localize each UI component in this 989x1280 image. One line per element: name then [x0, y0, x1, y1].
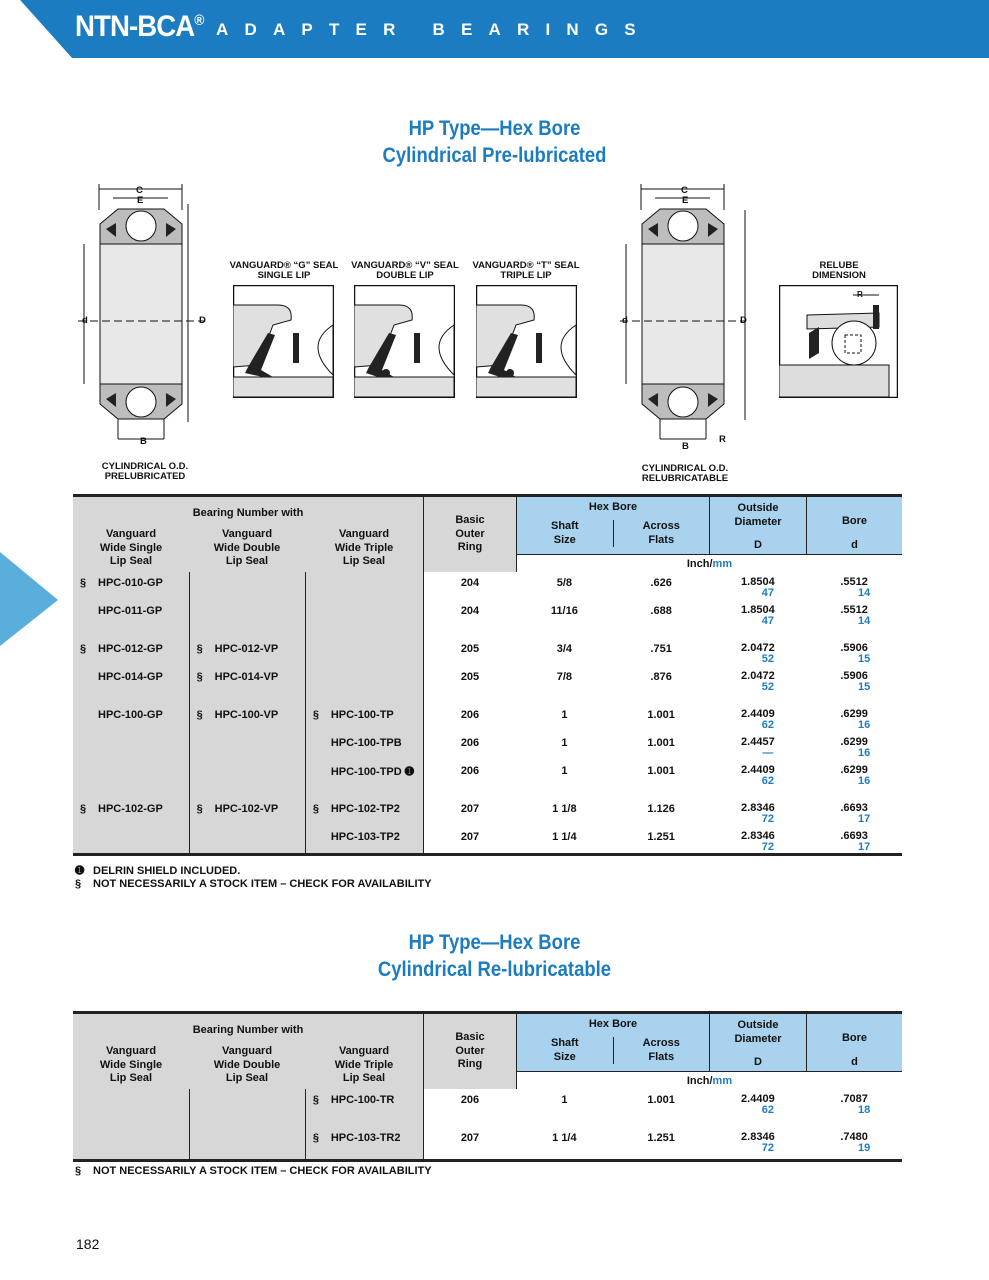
outer-ring: 205	[460, 643, 480, 655]
t-seal-detail	[476, 285, 577, 398]
outside-diameter-inch: 2.0472	[741, 670, 775, 682]
bearing-number-single: HPC-010-GP	[98, 577, 163, 589]
shaft-size: 1 1/8	[552, 803, 577, 815]
table-row	[73, 666, 902, 704]
table-prelubricated	[73, 494, 902, 856]
outside-diameter-inch: 1.8504	[741, 604, 775, 616]
table-row	[73, 798, 902, 826]
bearing-number-double-stock-symbol: §	[196, 643, 203, 655]
bearing-number-triple: HPC-100-TP	[330, 709, 394, 721]
bearing-number-double-stock-symbol: §	[196, 709, 203, 721]
v-seal-caption: VANGUARD® “V” SEAL DOUBLE LIP	[351, 260, 459, 281]
header-banner	[0, 0, 989, 58]
across-flats: .876	[650, 671, 672, 683]
dim-e-label: E	[137, 195, 144, 206]
outer-ring: 206	[460, 737, 480, 749]
dim-b-label-2: B	[682, 441, 689, 452]
outer-ring: 204	[460, 577, 480, 589]
bore-inch: .6299	[840, 708, 868, 720]
bearing-number-triple-stock-symbol: §	[312, 1132, 319, 1144]
across-flats: 1.251	[647, 1132, 675, 1144]
bore-inch: .7087	[840, 1093, 868, 1105]
outer-ring: 206	[460, 765, 480, 777]
bore-mm: 14	[858, 615, 871, 627]
dim-c-label: C	[136, 185, 143, 196]
outside-diameter-inch: 2.0472	[741, 642, 775, 654]
bearing-number-double: HPC-014-VP	[214, 671, 279, 683]
t-seal-caption: VANGUARD® “T” SEAL TRIPLE LIP	[472, 260, 580, 281]
bearing-number-single: HPC-100-GP	[98, 709, 163, 721]
outer-ring: 207	[460, 803, 480, 815]
table-row	[73, 826, 902, 855]
dim-d-small-label-2: d	[622, 315, 628, 326]
table-row	[73, 1089, 902, 1127]
bore-inch: .6693	[840, 802, 868, 814]
bearing-number-double-stock-symbol: §	[196, 803, 203, 815]
bearing-diagram-relubricatable	[620, 184, 760, 446]
outer-ring: 206	[460, 1094, 480, 1106]
bearing-number-triple: HPC-103-TR2	[330, 1132, 401, 1144]
side-tab-arrow	[0, 552, 60, 648]
dim-e-label-2: E	[682, 195, 689, 206]
outer-ring: 206	[460, 709, 480, 721]
table-row	[73, 600, 902, 638]
brand-name: NTN-BCA®	[75, 10, 204, 43]
across-flats: 1.126	[647, 803, 675, 815]
bore-inch: .6693	[840, 830, 868, 842]
header-dimensions: Hex Bore Shaft Size Across Flats Outside Diameter D Bore d Inch/mm	[516, 496, 902, 573]
header-basic-outer-ring: Basic Outer Ring	[424, 496, 517, 573]
across-flats: 1.001	[647, 737, 675, 749]
relube-detail	[779, 285, 898, 398]
relube-r-label: R	[857, 290, 863, 299]
shaft-size: 7/8	[556, 671, 573, 683]
table-row	[73, 638, 902, 666]
outer-ring: 205	[460, 671, 480, 683]
outside-diameter-mm: 72	[761, 1142, 774, 1154]
shaft-size: 1	[561, 709, 568, 721]
outside-diameter-mm: —	[762, 747, 774, 759]
across-flats: 1.001	[647, 1094, 675, 1106]
right-caption: CYLINDRICAL O.D. RELUBRICATABLE	[641, 463, 729, 484]
shaft-size: 3/4	[556, 643, 573, 655]
shaft-size: 1	[561, 737, 568, 749]
bearing-number-single: HPC-014-GP	[98, 671, 163, 683]
outside-diameter-mm: 62	[761, 1104, 774, 1116]
bearing-number-single-stock-symbol: §	[80, 803, 87, 815]
bore-mm: 14	[858, 587, 871, 599]
outside-diameter-inch: 2.8346	[741, 1131, 775, 1143]
bore-mm: 15	[858, 681, 871, 693]
across-flats: 1.001	[647, 765, 675, 777]
outside-diameter-inch: 2.4409	[741, 708, 775, 720]
bore-mm: 15	[858, 653, 871, 665]
outer-ring: 207	[460, 1132, 480, 1144]
bearing-number-single: HPC-012-GP	[98, 643, 163, 655]
bore-inch: .5906	[840, 642, 868, 654]
bearing-number-triple: HPC-103-TP2	[330, 831, 400, 843]
table-relubricatable	[73, 1011, 902, 1162]
v-seal-detail	[354, 285, 455, 398]
dim-d-big-label-2: D	[740, 315, 747, 326]
outside-diameter-mm: 47	[761, 587, 774, 599]
outside-diameter-mm: 52	[761, 681, 774, 693]
bore-mm: 16	[858, 775, 871, 787]
shaft-size: 1	[561, 765, 568, 777]
bearing-number-single: HPC-011-GP	[98, 605, 163, 617]
bearing-number-triple-stock-symbol: §	[312, 1094, 319, 1106]
outside-diameter-inch: 2.8346	[741, 802, 775, 814]
outside-diameter-mm: 52	[761, 653, 774, 665]
section2-title: HP Type—Hex Bore Cylindrical Re-lubricatable	[377, 931, 612, 981]
dim-d-small-label: d	[82, 315, 88, 326]
table-row	[73, 704, 902, 732]
bearing-number-triple: HPC-100-TPB	[330, 737, 402, 749]
shaft-size: 5/8	[556, 577, 573, 589]
outside-diameter-inch: 2.4409	[741, 764, 775, 776]
left-caption: CYLINDRICAL O.D. PRELUBRICATED	[101, 461, 189, 482]
bore-mm: 18	[858, 1104, 871, 1116]
bearing-number-double: HPC-102-VP	[214, 803, 279, 815]
bearing-number-triple: HPC-102-TP2	[330, 803, 400, 815]
header-basic-outer-ring-2: Basic Outer Ring	[424, 1013, 517, 1090]
bearing-number-single: HPC-102-GP	[98, 803, 163, 815]
across-flats: 1.001	[647, 709, 675, 721]
dim-c-label-2: C	[681, 185, 688, 196]
across-flats: 1.251	[647, 831, 675, 843]
bore-mm: 19	[858, 1142, 871, 1154]
outside-diameter-mm: 72	[761, 841, 774, 853]
across-flats: .751	[650, 643, 672, 655]
bearing-number-triple-stock-symbol: §	[312, 709, 319, 721]
dim-r-label: R	[719, 434, 726, 445]
shaft-size: 1 1/4	[552, 831, 577, 843]
outside-diameter-mm: 47	[761, 615, 774, 627]
outside-diameter-mm: 62	[761, 719, 774, 731]
outside-diameter-inch: 2.4409	[741, 1093, 775, 1105]
footnote-delrin: ➊ DELRIN SHIELD INCLUDED.	[75, 865, 241, 877]
bearing-number-triple: HPC-100-TR	[330, 1094, 395, 1106]
table-row	[73, 760, 902, 798]
bearing-number-single-stock-symbol: §	[80, 577, 87, 589]
relube-caption: RELUBE DIMENSION	[812, 260, 866, 281]
bearing-number-triple-stock-symbol: §	[312, 803, 319, 815]
bore-mm: 16	[858, 719, 871, 731]
outside-diameter-inch: 1.8504	[741, 576, 775, 588]
bearing-diagram-prelubricated	[78, 184, 218, 446]
outside-diameter-inch: 2.8346	[741, 830, 775, 842]
bearing-number-double: HPC-012-VP	[214, 643, 279, 655]
bore-inch: .6299	[840, 736, 868, 748]
g-seal-caption: VANGUARD® “G” SEAL SINGLE LIP	[229, 260, 339, 281]
bore-inch: .5512	[840, 604, 868, 616]
section1-title: HP Type—Hex Bore Cylindrical Pre-lubricated	[382, 117, 607, 167]
bore-inch: .7480	[840, 1131, 868, 1143]
shaft-size: 11/16	[550, 605, 578, 617]
dim-b-label: B	[140, 436, 147, 447]
outer-ring: 204	[460, 605, 480, 617]
across-flats: .626	[650, 577, 672, 589]
page-number: 182	[76, 1236, 100, 1252]
bearing-number-single-stock-symbol: §	[80, 643, 87, 655]
header-dimensions-2: Hex Bore Shaft Size Across Flats Outside Diameter D Bore d Inch/mm	[516, 1013, 902, 1090]
table-row	[73, 732, 902, 760]
footnote-stock-1: § NOT NECESSARILY A STOCK ITEM – CHECK FOR AVAILABILITY	[75, 878, 432, 890]
bore-mm: 17	[858, 813, 871, 825]
bearing-number-double-stock-symbol: §	[196, 671, 203, 683]
bore-mm: 17	[858, 841, 871, 853]
dim-d-big-label: D	[199, 315, 206, 326]
g-seal-detail	[233, 285, 334, 398]
table-row	[73, 1127, 902, 1160]
outside-diameter-mm: 62	[761, 775, 774, 787]
table-row	[73, 572, 902, 600]
bearing-number-triple: HPC-100-TPD ➊	[330, 766, 414, 778]
shaft-size: 1	[561, 1094, 568, 1106]
outside-diameter-mm: 72	[761, 813, 774, 825]
header-bearing-number-2: Bearing Number with Vanguard Wide Single Lip Seal Vanguard Wide Double Lip Seal Vanguard Wide Triple Lip Seal	[73, 1013, 424, 1090]
header-subtitle: ADAPTER BEARINGS	[216, 20, 652, 39]
header-bearing-number: Bearing Number with Vanguard Wide Single Lip Seal Vanguard Wide Double Lip Seal Vanguard Wide Triple Lip Seal	[73, 496, 424, 573]
shaft-size: 1 1/4	[552, 1132, 577, 1144]
bore-inch: .5512	[840, 576, 868, 588]
bearing-number-double: HPC-100-VP	[214, 709, 279, 721]
outside-diameter-inch: 2.4457	[741, 736, 775, 748]
outer-ring: 207	[460, 831, 480, 843]
across-flats: .688	[650, 605, 672, 617]
bore-mm: 16	[858, 747, 871, 759]
bore-inch: .5906	[840, 670, 868, 682]
bore-inch: .6299	[840, 764, 868, 776]
footnote-stock-2: § NOT NECESSARILY A STOCK ITEM – CHECK FOR AVAILABILITY	[75, 1165, 432, 1177]
